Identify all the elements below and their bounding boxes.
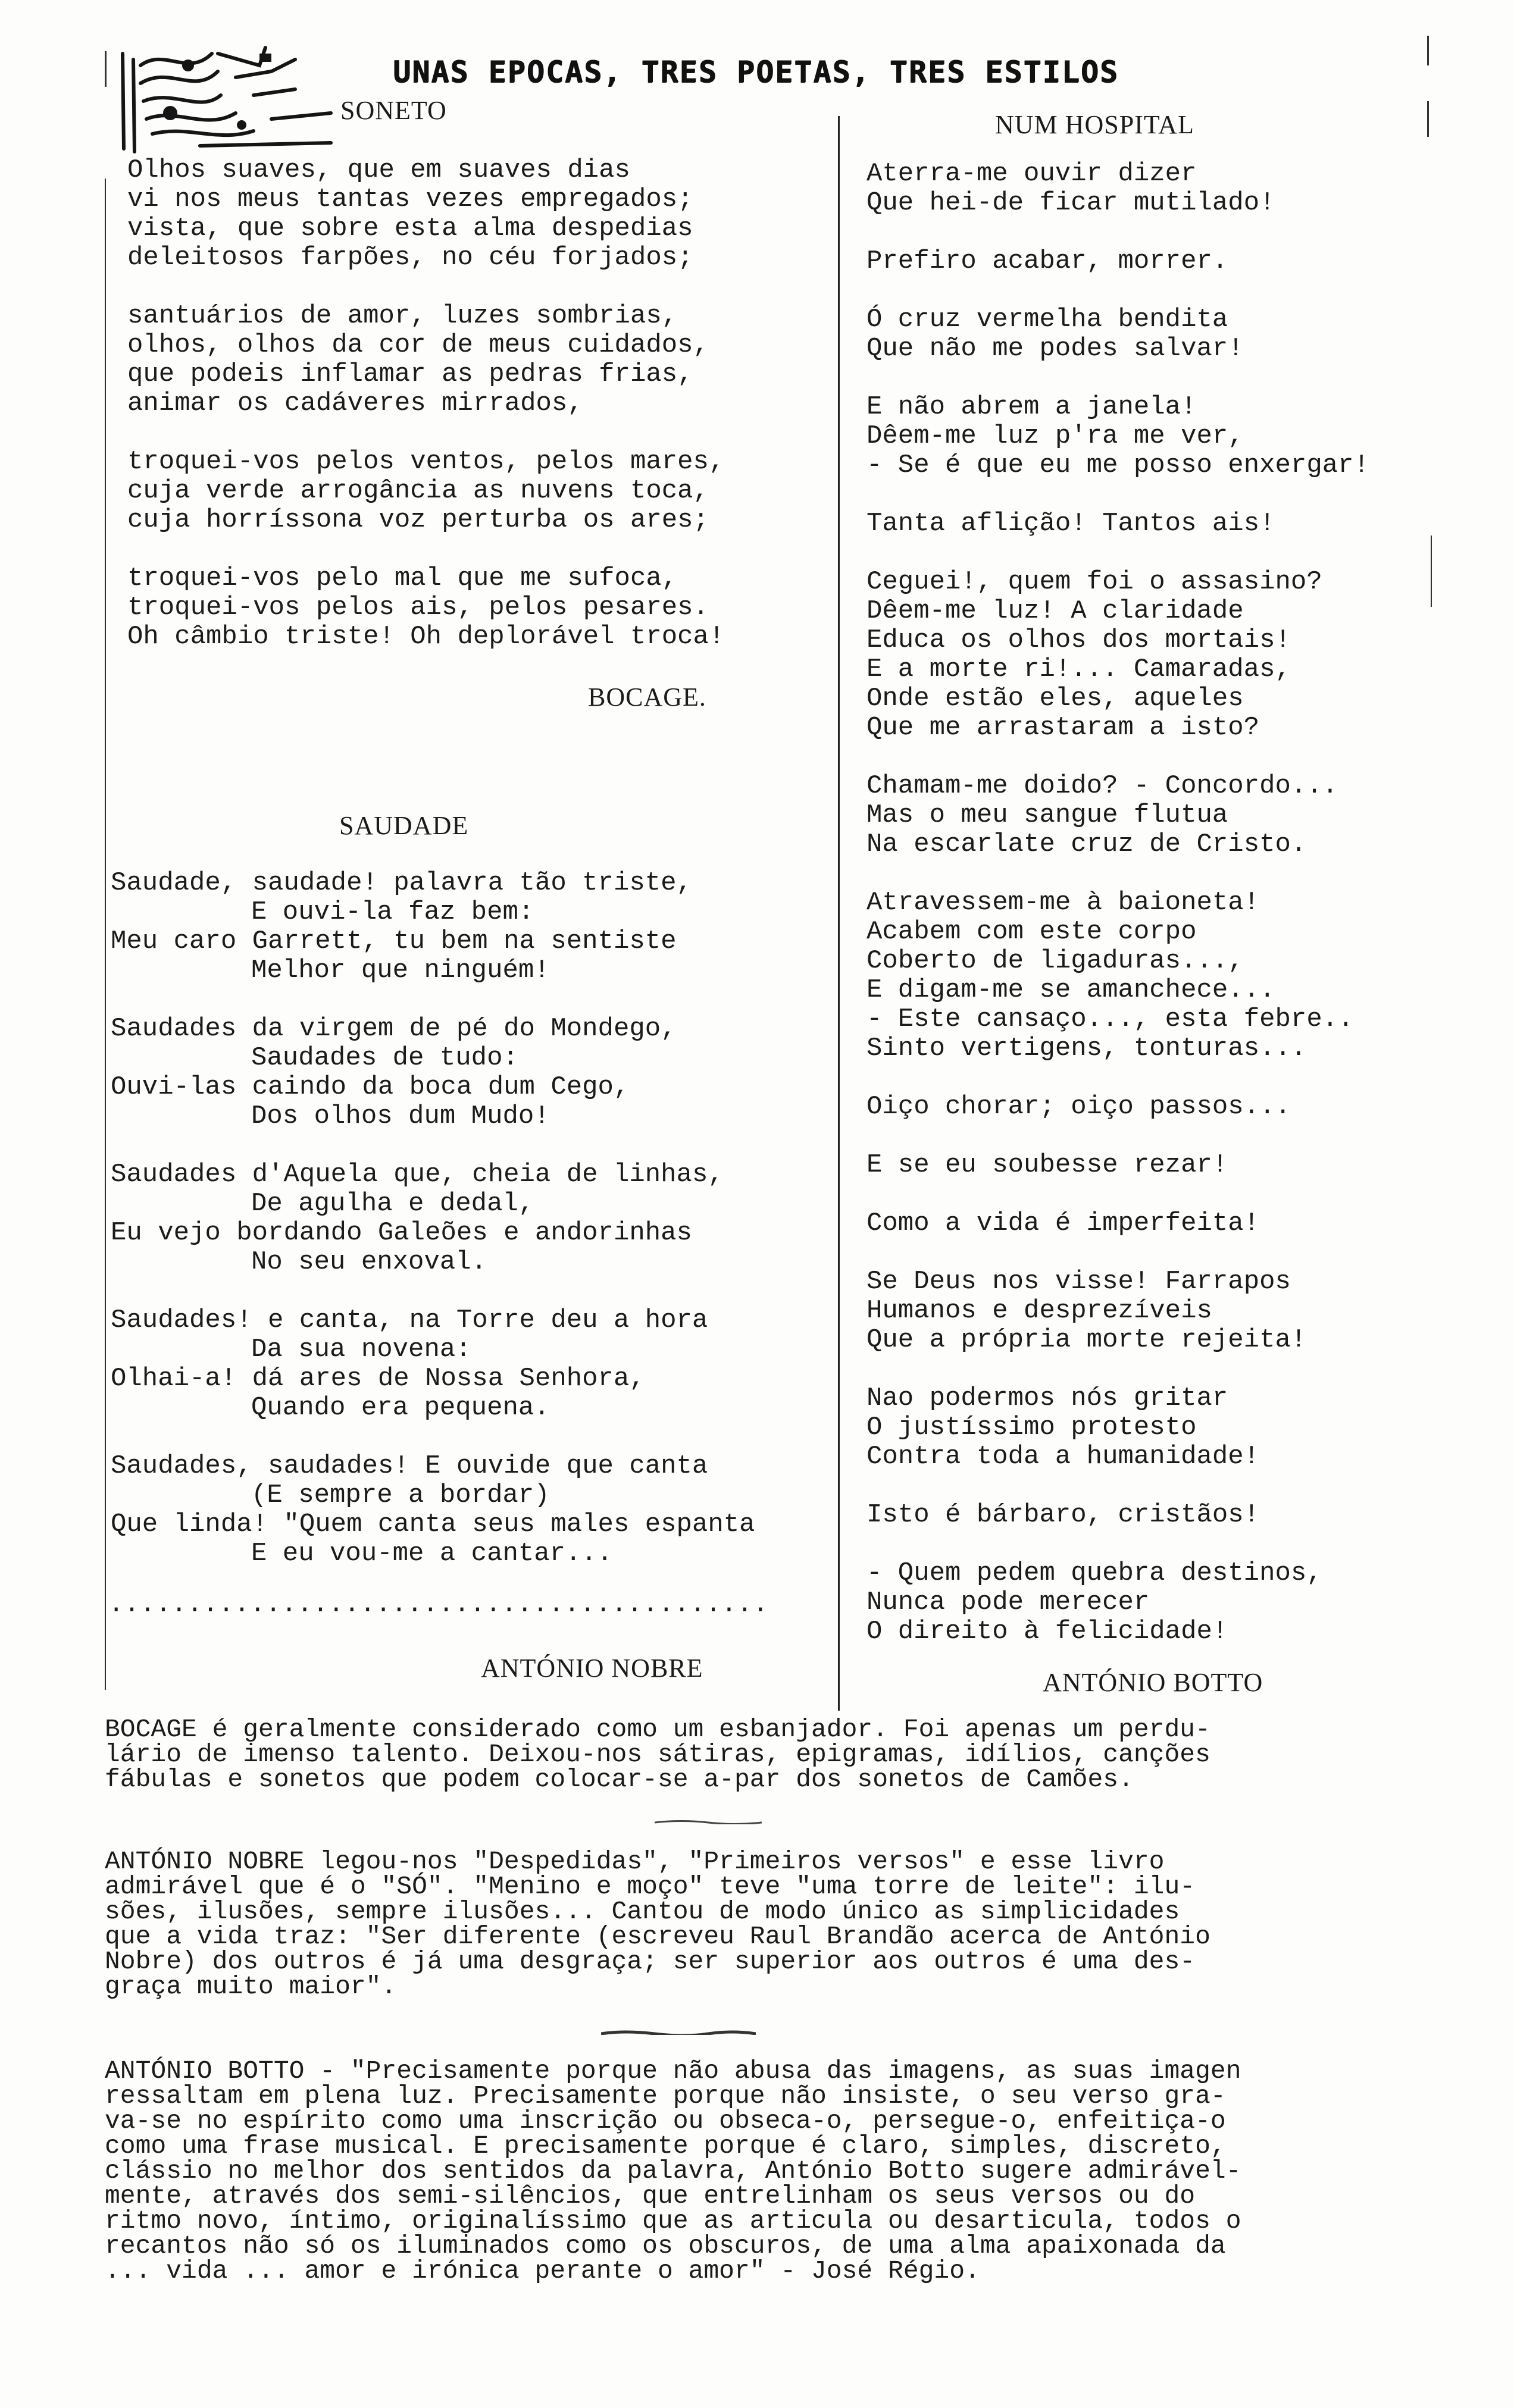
prose-line: admirável que é o "SÓ". "Menino e moço" teve "uma torre de leite": ilu-	[105, 1872, 1196, 1901]
poem-line: Melhor que ninguém!	[251, 956, 550, 985]
stanza	[867, 1092, 1369, 1122]
prose-botto	[105, 2056, 1414, 2285]
poem-line: E ouvi-la faz bem:	[251, 897, 534, 927]
poem-line: Prefiro acabar, morrer.	[867, 246, 1228, 276]
right-margin-mark-low	[1431, 536, 1432, 607]
poem-line: vista, que sobre esta alma despedias	[127, 214, 693, 243]
poem-line: Como a vida é imperfeita!	[867, 1208, 1260, 1238]
poem-line: cuja horríssona voz perturba os ares;	[127, 505, 709, 535]
stanza	[127, 447, 724, 535]
poem-line: deleitosos farpões, no céu forjados;	[127, 243, 693, 273]
stanza	[127, 156, 724, 273]
poem-line: O direito à felicidade!	[867, 1617, 1228, 1646]
poem-line: Que a própria morte rejeita!	[867, 1325, 1307, 1355]
prose-line: recantos não só os iluminados como os obscuros, de uma alma apaixonada da	[105, 2231, 1226, 2260]
poem-line: Quando era pequena.	[251, 1393, 550, 1423]
stanza	[111, 1160, 755, 1277]
stanza	[127, 564, 724, 652]
poem-line: Coberto de ligaduras...,	[867, 946, 1244, 976]
prose-line: como uma frase musical. E precisamente porque é claro, simples, discreto,	[105, 2131, 1226, 2160]
poem-line: (E sempre a bordar)	[251, 1480, 550, 1510]
ink-drawing-logo-icon	[117, 42, 343, 155]
poem-line: Que me arrastaram a isto?	[867, 713, 1260, 743]
stanza	[867, 1384, 1369, 1471]
prose-line: BOCAGE é geralmente considerado como um esbanjador. Foi apenas um perdu-	[105, 1715, 1210, 1744]
prose-line: mente, através dos semi-silêncios, que entrelinham os seus versos ou do	[105, 2181, 1196, 2210]
stanza	[867, 305, 1369, 364]
poem-line: Chamam-me doido? - Concordo...	[867, 771, 1338, 801]
poem-line: Que linda! "Quem canta seus males espanta	[111, 1510, 755, 1539]
soneto-poem	[127, 156, 724, 652]
stanza	[111, 869, 755, 985]
poem-line: - Se é que eu me posso enxergar!	[867, 450, 1369, 480]
stanza	[111, 1452, 755, 1568]
stanza	[867, 393, 1369, 480]
poem-line: E eu vou-me a cantar...	[251, 1539, 613, 1568]
right-margin-mark-top	[1427, 36, 1429, 65]
prose-line: ritmo novo, íntimo, originalíssimo que as articula ou desarticula, todos o	[105, 2206, 1241, 2235]
ink-smudge-separator-2	[601, 2030, 756, 2035]
prose-line: clássio no melhor dos sentidos da palavra, António Botto sugere admirável-	[105, 2156, 1241, 2185]
stanza	[867, 1267, 1369, 1355]
poem-line: - Quem pedem quebra destinos,	[867, 1558, 1322, 1588]
right-margin-mark-mid	[1427, 101, 1429, 137]
column-divider	[838, 116, 840, 1711]
poem-line: Da sua novena:	[251, 1335, 471, 1364]
poem-line: Dêem-me luz p'ra me ver,	[867, 421, 1244, 451]
stanza	[867, 1501, 1369, 1530]
stanza	[867, 509, 1369, 538]
poem-line: olhos, olhos da cor de meus cuidados,	[127, 330, 709, 360]
poem-line: Acabem com este corpo	[867, 917, 1197, 947]
poem-line: animar os cadáveres mirrados,	[127, 389, 583, 418]
poem-line: Contra toda a humanidade!	[867, 1442, 1260, 1471]
prose-line: fábulas e sonetos que podem colocar-se a-par dos sonetos de Camões.	[105, 1765, 1134, 1794]
prose-line: graça muito maior".	[105, 1972, 397, 2001]
poem-line: Isto é bárbaro, cristãos!	[867, 1500, 1260, 1530]
poem-line: Atravessem-me à baioneta!	[867, 888, 1260, 918]
stanza	[111, 1306, 755, 1423]
poem-line: Que hei-de ficar mutilado!	[867, 188, 1275, 218]
poem-line: Saudades d'Aquela que, cheia de linhas,	[111, 1160, 724, 1189]
poem-line: Educa os olhos dos mortais!	[867, 625, 1291, 655]
poem-line: Nunca pode merecer	[867, 1587, 1150, 1617]
poem-line: vi nos meus tantas vezes empregados;	[127, 184, 693, 214]
poem-line: Olhai-a! dá ares de Nossa Senhora,	[111, 1364, 645, 1394]
poem-line: Saudades de tudo:	[251, 1043, 518, 1073]
stanza	[867, 1209, 1369, 1238]
poem-line: cuja verde arrogância as nuvens toca,	[127, 476, 709, 506]
poem-line: Dêem-me luz! A claridade	[867, 596, 1244, 626]
prose-line: ressaltam em plena luz. Precisamente porque não insiste, o seu verso gra-	[105, 2081, 1226, 2110]
hospital-poem	[867, 159, 1369, 1646]
prose-line: ANTÓNIO NOBRE legou-nos "Despedidas", "Primeiros versos" e esse livro	[105, 1847, 1165, 1876]
prose-line: sões, ilusões, sempre ilusões... Cantou de modo único as simplicidades	[105, 1897, 1180, 1926]
poem-line: Oh câmbio triste! Oh deplorável troca!	[127, 622, 725, 652]
stanza	[867, 1151, 1369, 1180]
poem-line: Oiço chorar; oiço passos...	[867, 1092, 1291, 1122]
poem-line: troquei-vos pelos ventos, pelos mares,	[127, 447, 725, 477]
prose-bocage	[105, 1717, 1414, 1792]
saudade-author: ANTÓNIO NOBRE	[481, 1654, 703, 1683]
poem-line: troquei-vos pelos ais, pelos pesares.	[127, 593, 709, 622]
soneto-author: BOCAGE.	[588, 682, 706, 712]
left-margin-mark	[105, 51, 107, 87]
poem-line: O justíssimo protesto	[867, 1413, 1197, 1442]
saudade-poem	[111, 869, 755, 1568]
poem-line: Tanta aflição! Tantos ais!	[867, 509, 1275, 538]
hospital-author: ANTÓNIO BOTTO	[1043, 1668, 1263, 1697]
prose-line: ... vida ... amor e irónica perante o amor" - José Régio.	[105, 2256, 980, 2285]
stanza	[867, 1559, 1369, 1646]
poem-line: Ouvi-las caindo da boca dum Cego,	[111, 1072, 630, 1102]
poem-line: Saudades, saudades! E ouvide que canta	[111, 1451, 708, 1481]
prose-nobre	[105, 1849, 1414, 1999]
stanza	[867, 247, 1369, 276]
prose-line: lário de imenso talento. Deixou-nos sátiras, epigramas, idílios, canções	[105, 1740, 1210, 1769]
poem-line: E se eu soubesse rezar!	[867, 1150, 1228, 1180]
poem-line: E a morte ri!... Camaradas,	[867, 655, 1291, 684]
prose-line: que a vida traz: "Ser diferente (escreveu Raul Brandão acerca de António	[105, 1922, 1210, 1951]
stanza	[867, 568, 1369, 743]
poem-line: E não abrem a janela!	[867, 392, 1197, 422]
poem-line: Se Deus nos visse! Farrapos	[867, 1267, 1291, 1297]
poem-line: E digam-me se amanchece...	[867, 975, 1275, 1005]
hospital-title: NUM HOSPITAL	[995, 110, 1194, 139]
poem-line: que podeis inflamar as pedras frias,	[127, 359, 693, 389]
ink-smudge-separator	[655, 1820, 762, 1824]
poem-line: Ó cruz vermelha bendita	[867, 305, 1228, 334]
dotted-separator: ..........................................	[108, 1590, 768, 1620]
soneto-title: SONETO	[340, 96, 447, 125]
stanza	[867, 159, 1369, 218]
poem-line: Mas o meu sangue flutua	[867, 800, 1228, 830]
poem-line: Sinto vertigens, tonturas...	[867, 1034, 1307, 1063]
poem-line: Dos olhos dum Mudo!	[251, 1101, 550, 1131]
stanza	[127, 302, 724, 418]
stanza	[867, 888, 1369, 1063]
poem-line: Onde estão eles, aqueles	[867, 684, 1244, 713]
prose-line: Nobre) dos outros é já uma desgraça; ser superior aos outros é uma des-	[105, 1947, 1196, 1976]
poem-line: Saudades da virgem de pé do Mondego,	[111, 1014, 677, 1044]
poem-line: - Este cansaço..., esta febre..	[867, 1004, 1354, 1034]
prose-line: ANTÓNIO BOTTO - "Precisamente porque não abusa das imagens, as suas imagen	[105, 2056, 1241, 2086]
poem-line: Nao podermos nós gritar	[867, 1383, 1228, 1413]
poem-line: Meu caro Garrett, tu bem na sentiste	[111, 926, 677, 956]
stanza	[867, 772, 1369, 859]
header-banner: UNAS EPOCAS, TRES POETAS, TRES ESTILOS	[393, 55, 1119, 89]
prose-line: va-se no espírito como uma inscrição ou obseca-o, persegue-o, enfeitiça-o	[105, 2106, 1226, 2135]
poem-line: Saudades! e canta, na Torre deu a hora	[111, 1305, 708, 1335]
saudade-title: SAUDADE	[339, 811, 469, 840]
poem-line: Humanos e desprezíveis	[867, 1296, 1212, 1326]
poem-line: santuários de amor, luzes sombrias,	[127, 301, 678, 331]
poem-line: De agulha e dedal,	[251, 1189, 534, 1219]
poem-line: troquei-vos pelo mal que me sufoca,	[127, 563, 678, 593]
stanza	[111, 1014, 755, 1131]
poem-line: Olhos suaves, que em suaves dias	[127, 155, 630, 185]
poem-line: Na escarlate cruz de Cristo.	[867, 829, 1307, 859]
left-margin-line	[105, 179, 106, 1690]
poem-line: Eu vejo bordando Galeões e andorinhas	[111, 1218, 692, 1248]
poem-line: Saudade, saudade! palavra tão triste,	[111, 868, 692, 898]
poem-line: Que não me podes salvar!	[867, 334, 1244, 364]
poem-line: Aterra-me ouvir dizer	[867, 159, 1197, 189]
poem-line: Ceguei!, quem foi o assasino?	[867, 567, 1322, 597]
poem-line: No seu enxoval.	[251, 1247, 487, 1277]
